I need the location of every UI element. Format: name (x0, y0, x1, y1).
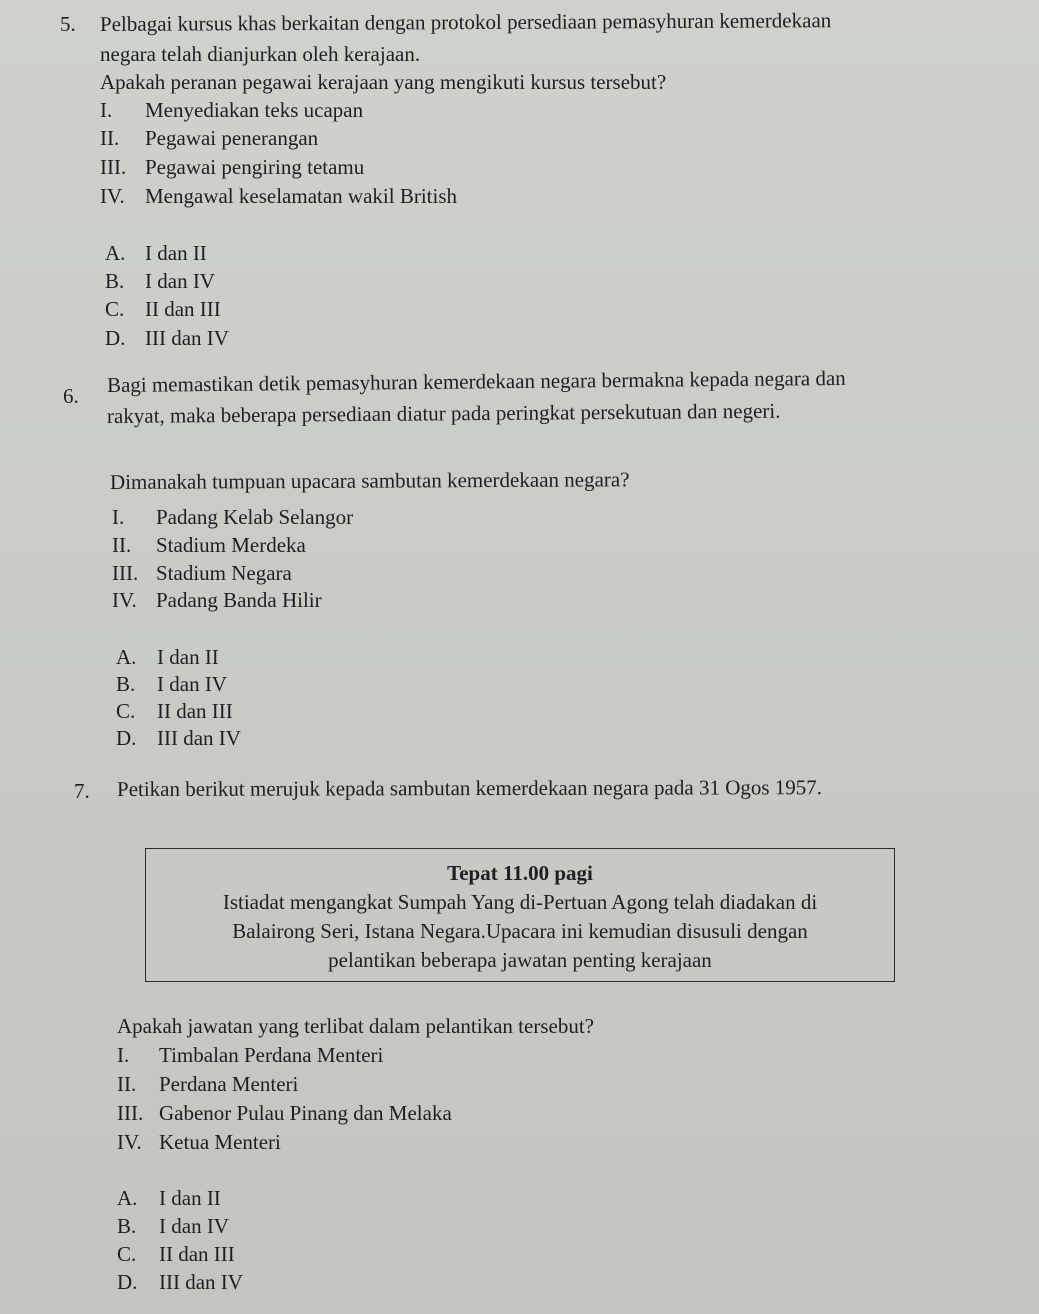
item-roman: IV. (117, 1130, 142, 1154)
item-roman: II. (117, 1072, 137, 1096)
item-text: Padang Kelab Selangor (156, 505, 354, 529)
option-text: III dan IV (145, 326, 229, 350)
item-roman: I. (112, 505, 125, 529)
item-text: Mengawal keselamatan wakil British (145, 184, 457, 208)
item-text: Ketua Menteri (159, 1130, 281, 1154)
option-text: I dan IV (145, 269, 215, 293)
question-number: 5. (60, 12, 76, 36)
question-stem: Bagi memastikan detik pemasyhuran kemerdekaan negara bermakna kepada negara dan (106, 365, 846, 397)
question-stem: negara telah dianjurkan oleh kerajaan. (100, 42, 421, 66)
item-text: Gabenor Pulau Pinang dan Melaka (159, 1101, 452, 1125)
option-text: III dan IV (157, 726, 241, 750)
option-letter: B. (116, 672, 136, 696)
item-roman: I. (100, 98, 113, 122)
item-roman: II. (100, 126, 120, 150)
option-letter: D. (116, 726, 137, 750)
option-letter: C. (117, 1242, 137, 1266)
option-letter: B. (117, 1214, 137, 1238)
option-text: II dan III (157, 699, 233, 723)
question-text: Apakah peranan pegawai kerajaan yang mengikuti kursus tersebut? (100, 70, 667, 94)
item-text: Menyediakan teks ucapan (145, 98, 364, 122)
option-letter: B. (105, 269, 125, 293)
question-number: 7. (74, 779, 90, 803)
item-roman: I. (117, 1043, 130, 1067)
option-text: I dan II (157, 645, 219, 669)
excerpt-box (145, 848, 895, 982)
question-text: Apakah jawatan yang terlibat dalam pelantikan tersebut? (117, 1014, 594, 1038)
excerpt-line: Istiadat mengangkat Sumpah Yang di-Pertuan Agong telah diadakan di (222, 890, 818, 914)
item-text: Perdana Menteri (159, 1072, 299, 1096)
item-roman: III. (100, 155, 127, 179)
excerpt-line: Balairong Seri, Istana Negara.Upacara ini kemudian disusuli dengan (232, 919, 808, 943)
option-text: II dan III (159, 1242, 235, 1266)
option-letter: C. (105, 297, 125, 321)
item-text: Pegawai pengiring tetamu (145, 155, 365, 179)
item-text: Stadium Merdeka (156, 533, 306, 557)
item-roman: III. (117, 1101, 144, 1125)
option-text: III dan IV (159, 1270, 243, 1294)
option-letter: D. (105, 326, 126, 350)
question-number: 6. (63, 384, 79, 408)
option-text: I dan II (159, 1186, 221, 1210)
item-roman: III. (112, 561, 139, 585)
excerpt-line: pelantikan beberapa jawatan penting kerajaan (328, 948, 712, 972)
option-text: I dan IV (157, 672, 227, 696)
item-text: Padang Banda Hilir (156, 588, 322, 612)
item-roman: II. (112, 533, 132, 557)
item-roman: IV. (100, 184, 125, 208)
option-text: I dan IV (159, 1214, 229, 1238)
item-text: Pegawai penerangan (145, 126, 319, 150)
question-text: Dimanakah tumpuan upacara sambutan kemerdekaan negara? (109, 467, 630, 494)
option-letter: A. (116, 645, 137, 669)
option-text: I dan II (145, 241, 207, 265)
option-letter: A. (117, 1186, 138, 1210)
item-roman: IV. (112, 588, 137, 612)
option-text: II dan III (145, 297, 221, 321)
question-stem: rakyat, maka beberapa persediaan diatur pada peringkat persekutuan dan negeri. (106, 398, 781, 428)
question-stem: Pelbagai kursus khas berkaitan dengan protokol persediaan pemasyhuran kemerdekaan (99, 8, 832, 36)
option-letter: D. (117, 1270, 138, 1294)
question-stem: Petikan berikut merujuk kepada sambutan kemerdekaan negara pada 31 Ogos 1957. (116, 775, 823, 801)
option-letter: C. (116, 699, 136, 723)
option-letter: A. (105, 241, 126, 265)
item-text: Stadium Negara (156, 561, 292, 585)
excerpt-heading: Tepat 11.00 pagi (447, 861, 593, 885)
item-text: Timbalan Perdana Menteri (159, 1043, 384, 1067)
